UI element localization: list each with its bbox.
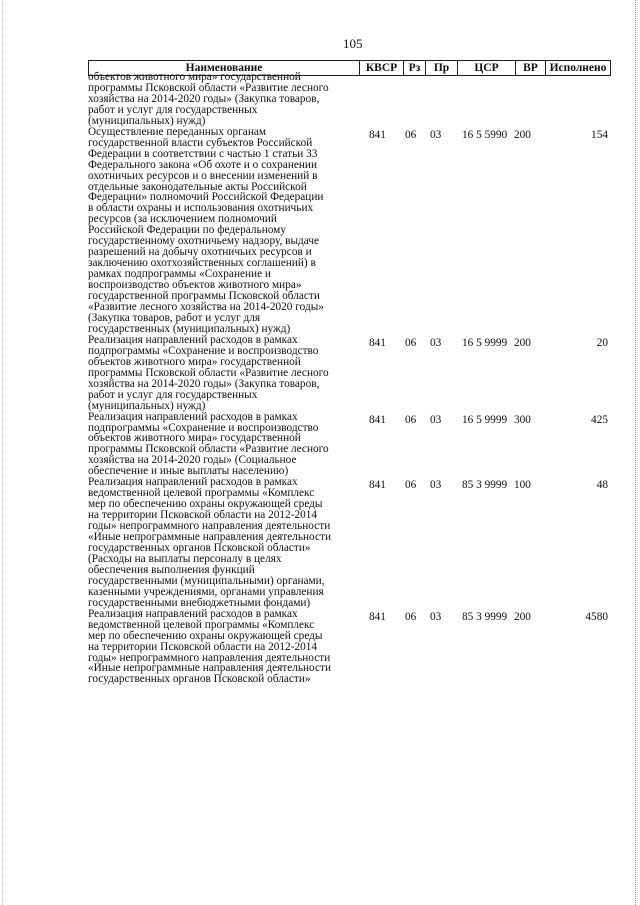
row-csr: 85 3 9999 xyxy=(462,610,508,623)
header-rz: Рз xyxy=(404,60,426,76)
row-ispolneno: 48 xyxy=(596,479,608,492)
row-kvsr: 841 xyxy=(369,128,386,141)
row-ispolneno: 4580 xyxy=(585,610,608,623)
row-name: Реализация направлений расходов в рамках ведомственной целевой программы «Комплекс мер по обеспечению охраны окружающей среды на территории Псковской области на 2012-2014 годы» непрограммного направления деятельности «Иные непрограммные направления деятельности государственных органов Псковской области» (Расходы на выплаты персоналу в целях обеспечения выполнения функций государственными (муниципальными) органами, казенными учреждениями, органами управления государственными внебюджетными фондами) xyxy=(88,476,331,609)
table-row xyxy=(88,609,618,686)
row-name: Осуществление переданных органам государственной власти субъектов Российской Федерации в соответствии с частью 1 статьи 33 Федерального закона «Об охоте и о сохранении охотничьих ресурсов и о внесении изменений в отдельные законодательные акты Российской Федерации» полномочий Российской Федерации в области охраны и использования охотничьих ресурсов (за исключением полномочий Российской Федерации по федеральному государственному охотничьему надзору, выдаче разрешений на добычу охотничьих ресурсов и заключению охотхозяйственных соглашений) в рамках подпрограммы «Сохранение и воспроизводство объектов животного мира» государственной программы Псковской области «Развитие лесного хозяйства на 2014-2020 годы» (Закупка товаров, работ и услуг для государственных (муниципальных) нужд) xyxy=(88,125,324,335)
row-name: объектов животного мира» государственной программы Псковской области «Развитие лесного хозяйства на 2014-2020 годы» (Закупка товаров, работ и услуг для государственных (муниципальных) нужд) xyxy=(88,71,329,127)
table-body xyxy=(88,72,618,685)
row-kvsr: 841 xyxy=(369,413,386,426)
row-kvsr: 841 xyxy=(369,336,386,349)
table-row xyxy=(88,477,618,608)
row-vr: 100 xyxy=(514,479,531,492)
row-pr: 03 xyxy=(430,413,442,426)
row-csr: 85 3 9999 xyxy=(462,479,508,492)
row-vr: 200 xyxy=(514,336,531,349)
row-pr: 03 xyxy=(430,479,442,492)
row-pr: 03 xyxy=(430,128,442,141)
row-kvsr: 841 xyxy=(369,479,386,492)
row-csr: 16 5 9999 xyxy=(462,413,508,426)
table-row xyxy=(88,335,618,412)
header-kvsr: КВСР xyxy=(360,60,404,76)
page-number: 105 xyxy=(343,36,363,51)
header-pr: Пр xyxy=(426,60,458,76)
row-ispolneno: 425 xyxy=(591,413,608,426)
table-row xyxy=(88,72,618,127)
row-rz: 06 xyxy=(405,479,417,492)
row-ispolneno: 20 xyxy=(596,336,608,349)
row-csr: 16 5 9999 xyxy=(462,336,508,349)
header-vr: ВР xyxy=(516,60,546,76)
row-ispolneno: 154 xyxy=(591,128,608,141)
row-csr: 16 5 5990 xyxy=(462,128,508,141)
row-rz: 06 xyxy=(405,413,417,426)
header-ispolneno: Исполнено xyxy=(546,60,611,76)
row-vr: 300 xyxy=(514,413,531,426)
row-pr: 03 xyxy=(430,610,442,623)
table-row xyxy=(88,127,618,335)
row-rz: 06 xyxy=(405,610,417,623)
scan-edge-left xyxy=(2,0,4,905)
header-name: Наименование xyxy=(88,60,360,76)
row-vr: 200 xyxy=(514,610,531,623)
row-rz: 06 xyxy=(405,336,417,349)
row-name: Реализация направлений расходов в рамках подпрограммы «Сохранение и воспроизводство объектов животного мира» государственной программы Псковской области «Развитие лесного хозяйства на 2014-2020 годы» (Закупка товаров, работ и услуг для государственных (муниципальных) нужд) xyxy=(88,333,329,412)
row-pr: 03 xyxy=(430,336,442,349)
row-name: Реализация направлений расходов в рамках ведомственной целевой программы «Комплекс мер по обеспечению охраны окружающей среды на территории Псковской области на 2012-2014 годы» непрограммного направления деятельности «Иные непрограммные направления деятельности государственных органов Псковской области» xyxy=(88,607,331,686)
header-csr: ЦСР xyxy=(458,60,516,76)
table-row xyxy=(88,412,618,478)
row-kvsr: 841 xyxy=(369,610,386,623)
row-vr: 200 xyxy=(514,128,531,141)
row-name: Реализация направлений расходов в рамках подпрограммы «Сохранение и воспроизводство объектов животного мира» государственной программы Псковской области «Развитие лесного хозяйства на 2014-2020 годы» (Социальное обеспечение и иные выплаты населению) xyxy=(88,410,329,478)
row-rz: 06 xyxy=(405,128,417,141)
scan-edge-right xyxy=(634,0,636,905)
